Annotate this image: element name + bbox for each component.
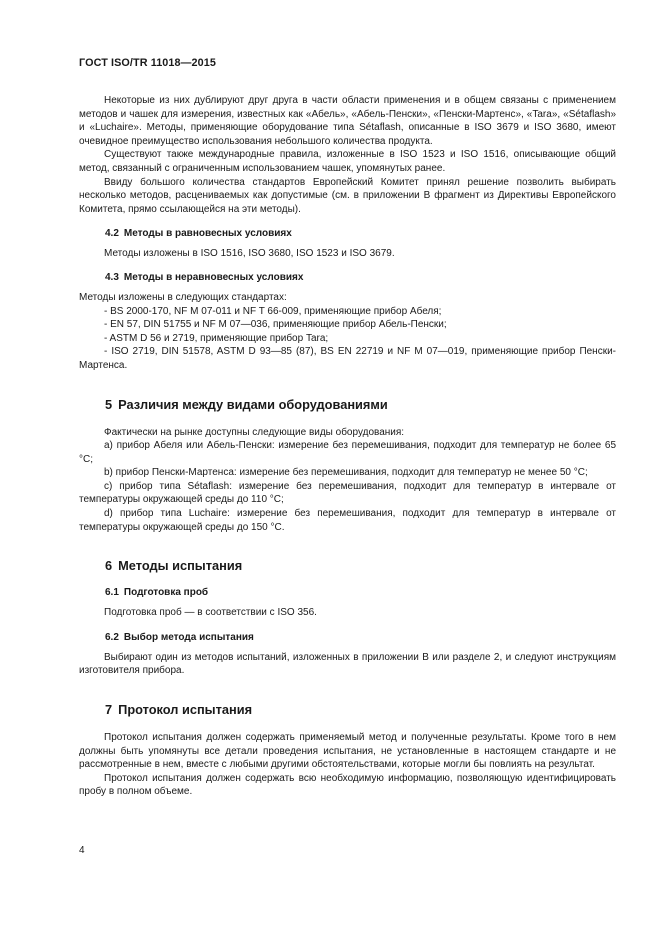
section-number: 6	[105, 558, 113, 574]
section-title: Протокол испытания	[118, 702, 253, 718]
list-item: - EN 57, DIN 51755 и NF M 07—036, применяющие прибор Абель-Пенски;	[104, 319, 447, 331]
section-number: 5	[105, 396, 113, 412]
section-7-paragraph-2: Протокол испытания должен содержать всю необходимую информацию, позволяющую идентифицировать пробу в полном объеме.	[79, 772, 616, 798]
subsection-title: Методы в неравновесных условиях	[123, 271, 304, 283]
subsection-6-1-text: Подготовка проб — в соответствии с ISO 356.	[104, 607, 317, 619]
page-number: 4	[79, 845, 85, 856]
subsection-number: 6.1	[105, 587, 119, 599]
subsection-number: 6.2	[105, 631, 119, 643]
subsection-number: 4.2	[105, 228, 119, 240]
subsection-6-2-text: Выбирают один из методов испытаний, изложенных в приложении В или разделе 2, и следуют инструкциям изготовителя прибора.	[79, 651, 616, 677]
list-item: - ISO 2719, DIN 51578, ASTM D 93—85 (87), BS EN 22719 и NF M 07—019, применяющие прибор Пенски-Мартенса.	[79, 346, 616, 371]
section-6-heading	[105, 558, 616, 573]
section-title: Различия между видами оборудованиями	[118, 396, 388, 412]
list-item: c) прибор типа Sétaflash: измерение без перемешивания, подходит для температур в интервале от температуры окружающей среды до 110 °C;	[79, 480, 616, 506]
subsection-number: 4.3	[105, 271, 119, 283]
intro-paragraph-1: Некоторые из них дублируют друг друга в части области применения и в общем связаны с применением методов и чашек для измерения, известных как «Абель», «Абель-Пенски», «Пенски-Мартенс», «Tara», «Sétaflash» и «Luchaire». Методы, применяющие оборудование типа Sétaflash, описанные в ISO 3679 и ISO 3680, имеют очевидное преимущество использования небольшого количества продукта.	[79, 95, 616, 147]
section-7-heading	[105, 702, 616, 717]
section-7-paragraph-1: Протокол испытания должен содержать применяемый метод и полученные результаты. Кроме того в нем должны быть упомянуты все детали проведения испытания, не установленные в настоящем стандарте и не рассмотренные в нем, вместе с любыми другими обстоятельствами, которые могли бы повлиять на результат.	[79, 732, 616, 771]
subsection-title: Методы в равновесных условиях	[123, 228, 292, 240]
section-title: Методы испытания	[118, 558, 243, 574]
subsection-6-2-heading	[105, 632, 616, 643]
list-item: b) прибор Пенски-Мартенса: измерение без перемешивания, подходит для температур не менее 50 °C;	[104, 467, 588, 479]
section-5-lead: Фактически на рынке доступны следующие виды оборудования:	[104, 426, 405, 438]
subsection-4-2-text: Методы изложены в ISO 1516, ISO 3680, ISO 1523 и ISO 3679.	[104, 248, 395, 260]
subsection-title: Подготовка проб	[123, 587, 209, 599]
subsection-6-1-heading	[105, 587, 616, 598]
list-item: - ASTM D 56 и 2719, применяющие прибор Tara;	[104, 332, 329, 344]
list-item: d) прибор типа Luchaire: измерение без перемешивания, подходит для температур в интервале от температуры окружающей среды до 150 °C.	[79, 508, 616, 533]
intro-paragraph-3: Ввиду большого количества стандартов Европейский Комитет принял решение позволить выбирать несколько методов, расцениваемых как допустимые (см. в приложении В фрагмент из Директивы Европейского Комитета, прямо ссылающейся на эти методы).	[79, 176, 616, 215]
list-item: - BS 2000-170, NF M 07-011 и NF T 66-009, применяющие прибор Абеля;	[104, 305, 442, 317]
document-header: ГОСТ ISO/TR 11018—2015	[79, 57, 216, 69]
section-5-heading	[105, 397, 616, 412]
section-number: 7	[105, 702, 113, 718]
subsection-4-2-heading	[105, 228, 616, 239]
subsection-title: Выбор метода испытания	[123, 631, 254, 643]
list-item: a) прибор Абеля или Абель-Пенски: измерение без перемешивания, подходит для температур не более 65 °C;	[79, 440, 616, 465]
subsection-4-3-heading	[105, 272, 616, 283]
intro-paragraph-2: Существуют также международные правила, изложенные в ISO 1523 и ISO 1516, описывающие общий метод, связанный с ограниченным использованием чашек, упомянутых ранее.	[79, 149, 616, 174]
subsection-4-3-lead: Методы изложены в следующих стандартах:	[79, 291, 287, 303]
document-page	[79, 57, 616, 799]
